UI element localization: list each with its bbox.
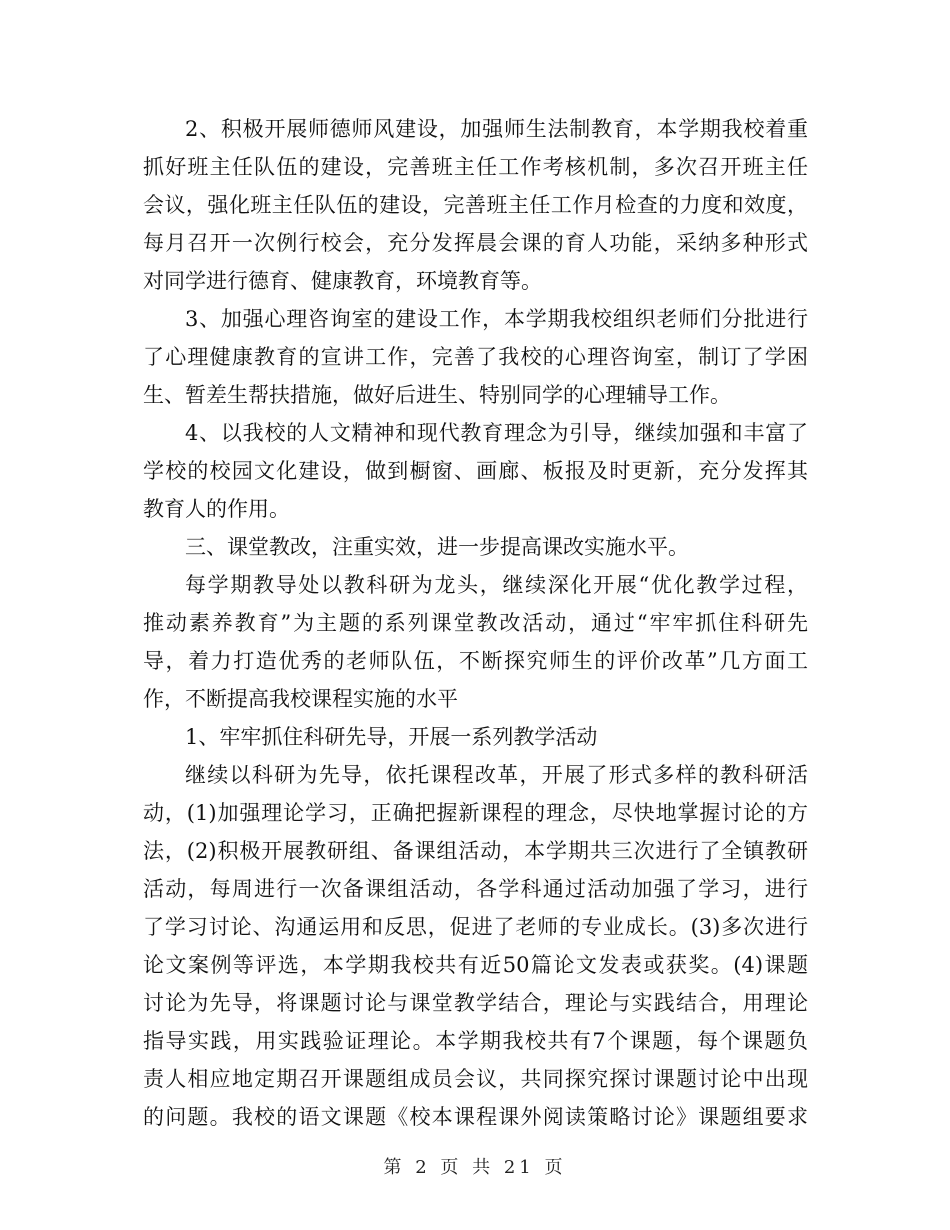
text-line: 学校的校园文化建设，做到橱窗、画廊、板报及时更新，充分发挥其 xyxy=(143,459,808,483)
text-line: 推动素养教育”为主题的系列课堂教改活动，通过“牢牢抓住科研先 xyxy=(143,611,808,635)
text-line: 4、以我校的人文精神和现代教育理念为引导，继续加强和丰富了 xyxy=(185,421,808,445)
text-line: 论文案例等评选，本学期我校共有近50篇论文发表或获奖。(4)课题 xyxy=(143,953,808,977)
text-line: 1、牢牢抓住科研先导，开展一系列教学活动 xyxy=(185,725,598,749)
text-line: 每月召开一次例行校会，充分发挥晨会课的育人功能，采纳多种形式 xyxy=(143,231,808,255)
page-number-footer: 第 2 页 共 21 页 xyxy=(383,1157,567,1178)
text-line: 指导实践，用实践验证理论。本学期我校共有7个课题，每个课题负 xyxy=(143,1029,808,1053)
text-line: 生、暂差生帮扶措施，做好后进生、特别同学的心理辅导工作。 xyxy=(143,383,731,407)
text-line: 教育人的作用。 xyxy=(143,497,290,521)
text-line: 法，(2)积极开展教研组、备课组活动，本学期共三次进行了全镇教研 xyxy=(143,839,808,863)
text-line: 继续以科研为先导，依托课程改革，开展了形式多样的教科研活 xyxy=(185,763,808,787)
text-line: 2、积极开展师德师风建设，加强师生法制教育，本学期我校着重 xyxy=(185,117,808,141)
text-line: 讨论为先导，将课题讨论与课堂教学结合，理论与实践结合，用理论 xyxy=(143,991,808,1015)
text-line: 责人相应地定期召开课题组成员会议，共同探究探讨课题讨论中出现 xyxy=(143,1067,808,1091)
text-line: 导，着力打造优秀的老师队伍，不断探究师生的评价改革”几方面工 xyxy=(143,649,808,673)
text-line: 三、课堂教改，注重实效，进一步提高课改实施水平。 xyxy=(185,535,689,559)
text-line: 会议，强化班主任队伍的建设，完善班主任工作月检查的力度和效度， xyxy=(143,193,808,217)
text-line: 了学习讨论、沟通运用和反思，促进了老师的专业成长。(3)多次进行 xyxy=(143,915,808,939)
text-line: 对同学进行德育、健康教育，环境教育等。 xyxy=(143,269,542,293)
text-line: 抓好班主任队伍的建设，完善班主任工作考核机制，多次召开班主任 xyxy=(143,155,808,179)
document-body xyxy=(143,110,808,1136)
text-line: 每学期教导处以教科研为龙头，继续深化开展“优化教学过程， xyxy=(185,573,808,597)
text-line: 作，不断提高我校课程实施的水平 xyxy=(143,687,458,711)
text-line: 3、加强心理咨询室的建设工作，本学期我校组织老师们分批进行 xyxy=(185,307,808,331)
text-line: 的问题。我校的语文课题《校本课程课外阅读策略讨论》课题组要求 xyxy=(143,1105,808,1129)
text-line: 了心理健康教育的宣讲工作，完善了我校的心理咨询室，制订了学困 xyxy=(143,345,808,369)
text-line: 动，(1)加强理论学习，正确把握新课程的理念，尽快地掌握讨论的方 xyxy=(143,801,808,825)
text-line: 活动，每周进行一次备课组活动，各学科通过活动加强了学习，进行 xyxy=(143,877,808,901)
